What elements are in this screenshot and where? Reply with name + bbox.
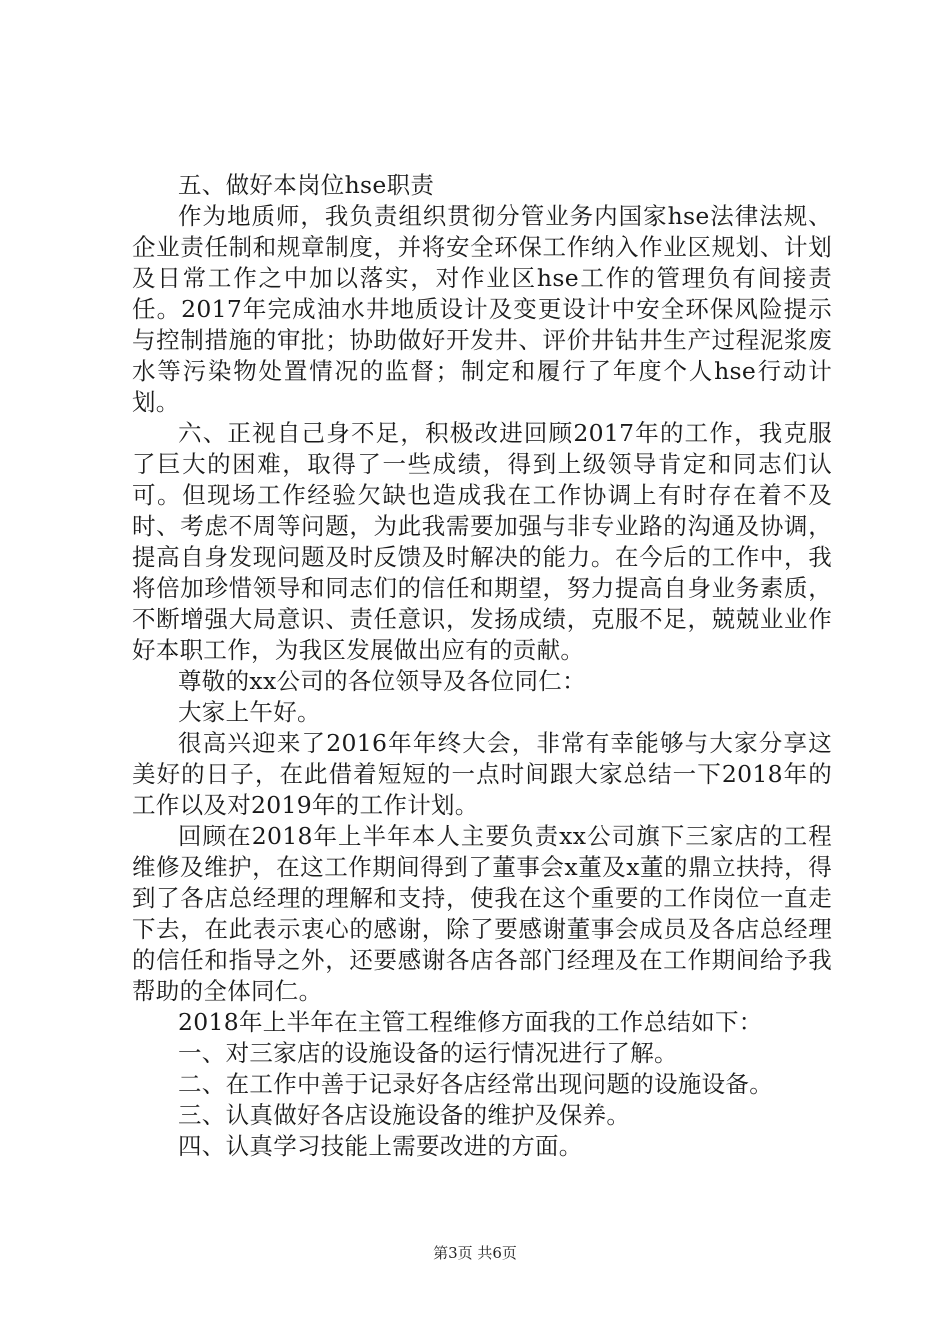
list-item: 二、在工作中善于记录好各店经常出现问题的设施设备。	[178, 1070, 773, 1098]
list-item: 四、认真学习技能上需要改进的方面。	[178, 1132, 583, 1160]
document-body	[132, 170, 832, 1162]
paragraph-hse-heading: 五、做好本岗位hse职责	[178, 171, 435, 199]
paragraph-review: 回顾在2018年上半年本人主要负责xx公司旗下三家店的工程维修及维护，在这工作期间得到了董事会x董及x董的鼎立扶持，得到了各店总经理的理解和支持，使我在这个重要的工作岗位一直走下去，在此表示衷心的感谢，除了要感谢董事会成员及各店总经理的信任和指导之外，还要感谢各店各部门经理及在工作期间给予我帮助的全体同仁。	[132, 822, 832, 1005]
paragraph-shortcomings: 六、正视自己身不足，积极改进回顾2017年的工作，我克服了巨大的困难，取得了一些成绩，得到上级领导肯定和同志们认可。但现场工作经验欠缺也造成我在工作协调上有时存在着不及时、考虑不周等问题，为此我需要加强与非专业路的沟通及协调，提高自身发现问题及时反馈及时解决的能力。在今后的工作中，我将倍加珍惜领导和同志们的信任和期望，努力提高自身业务素质，不断增强大局意识、责任意识，发扬成绩，克服不足，兢兢业业作好本职工作，为我区发展做出应有的贡献。	[132, 419, 832, 664]
page-number-footer: 第3页 共6页	[433, 1244, 517, 1262]
paragraph-summary-lead: 2018年上半年在主管工程维修方面我的工作总结如下：	[178, 1008, 763, 1036]
paragraph-intro: 很高兴迎来了2016年年终大会，非常有幸能够与大家分享这美好的日子，在此借着短短的一点时间跟大家总结一下2018年的工作以及对2019年的工作计划。	[132, 729, 832, 819]
paragraph-greeting: 大家上午好。	[178, 698, 321, 726]
paragraph-hse-duties: 作为地质师，我负责组织贯彻分管业务内国家hse法律法规、企业责任制和规章制度，并将安全环保工作纳入作业区规划、计划及日常工作之中加以落实，对作业区hse工作的管理负有间接责任。2017年完成油水井地质设计及变更设计中安全环保风险提示与控制措施的审批；协助做好开发井、评价井钻井生产过程泥浆废水等污染物处置情况的监督；制定和履行了年度个人hse行动计划。	[132, 202, 832, 416]
list-item: 一、对三家店的设施设备的运行情况进行了解。	[178, 1039, 678, 1067]
paragraph-salutation: 尊敬的xx公司的各位领导及各位同仁：	[178, 667, 586, 695]
list-item: 三、认真做好各店设施设备的维护及保养。	[178, 1101, 631, 1129]
